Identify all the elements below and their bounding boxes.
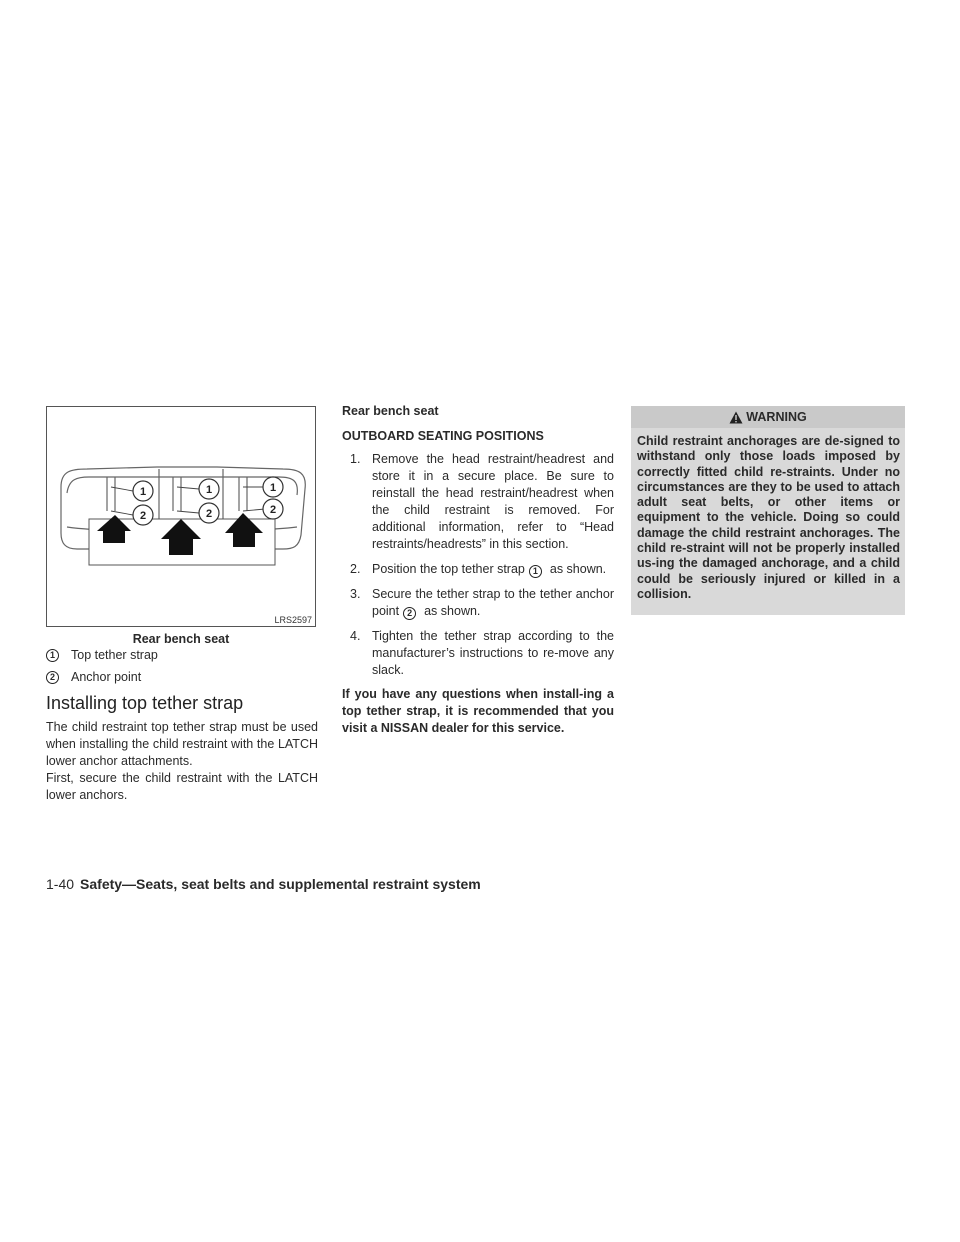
rear-bench-seat-figure	[46, 406, 316, 627]
callout-1-text: 1	[139, 486, 147, 498]
legend-item	[46, 670, 141, 684]
warning-triangle-icon	[729, 411, 743, 424]
callout-1-text: 1	[269, 482, 277, 494]
figure-code: LRS2597	[274, 615, 312, 625]
step-text: Secure the tether strap to the tether anchor point 2 as shown.	[372, 587, 614, 618]
warning-text: Child restraint anchorages are de-signed to withstand only those loads imposed by correctly fitted child re-straints. Under no circumstances are they to be used to attach adult seat belts, or other items or equipment to the vehicle. Doing so could damage the child restraint anchorages. The child re-straint will not be properly installed us-ing the damaged anchorage, and a child could be seriously injured or killed in a collision.	[637, 434, 900, 601]
step-text: Tighten the tether strap according to the manufacturer’s instructions to re-move any slack.	[372, 629, 614, 677]
legend-item	[46, 648, 158, 662]
callout-2-text: 2	[205, 508, 213, 520]
list-item	[342, 451, 614, 553]
warning-header	[631, 406, 905, 428]
subsubheading: OUTBOARD SEATING POSITIONS	[342, 429, 544, 443]
callout-1-text: 1	[205, 484, 213, 496]
callout-number-icon: 2	[46, 671, 59, 684]
section-heading: Installing top tether strap	[46, 693, 244, 713]
legend-label: Anchor point	[71, 670, 142, 684]
steps-list	[342, 451, 614, 687]
list-item	[342, 628, 614, 679]
list-item	[342, 586, 614, 620]
callout-number-icon: 1	[46, 649, 59, 662]
paragraph: The child restraint top tether strap must be used when installing the child restraint with the LATCH lower anchor attachments.	[46, 720, 318, 768]
step-text: Position the top tether strap 1 as shown.	[372, 562, 607, 576]
page-number: 1-40	[46, 876, 75, 892]
callout-number-icon: 1	[529, 565, 542, 578]
warning-box	[631, 406, 905, 615]
step-number: 4.	[350, 629, 361, 643]
legend-label: Top tether strap	[71, 648, 158, 662]
step-text: Remove the head restraint/headrest and store it in a secure place. Be sure to reinstall the head restraint/headrest when the child restraint is removed. For additional information, refer to “Head restraints/headrests” in this section.	[372, 452, 614, 551]
figure-caption: Rear bench seat	[132, 632, 230, 646]
seat-illustration	[47, 407, 315, 626]
step-number: 1.	[350, 452, 361, 466]
callout-number-icon: 2	[403, 607, 416, 620]
list-item	[342, 561, 614, 578]
page-footer	[46, 876, 481, 892]
footer-section-title: Safety—Seats, seat belts and supplemental restraint system	[80, 876, 481, 892]
paragraph: First, secure the child restraint with the LATCH lower anchors.	[46, 771, 318, 802]
warning-title: WARNING	[746, 410, 807, 424]
subheading: Rear bench seat	[342, 404, 439, 418]
step-number: 2.	[350, 562, 361, 576]
callout-2-text: 2	[269, 504, 277, 516]
callout-2-text: 2	[139, 510, 147, 522]
note-paragraph: If you have any questions when install-ing a top tether strap, it is recommended that you visit a NISSAN dealer for this service.	[342, 687, 614, 735]
step-number: 3.	[350, 587, 361, 601]
